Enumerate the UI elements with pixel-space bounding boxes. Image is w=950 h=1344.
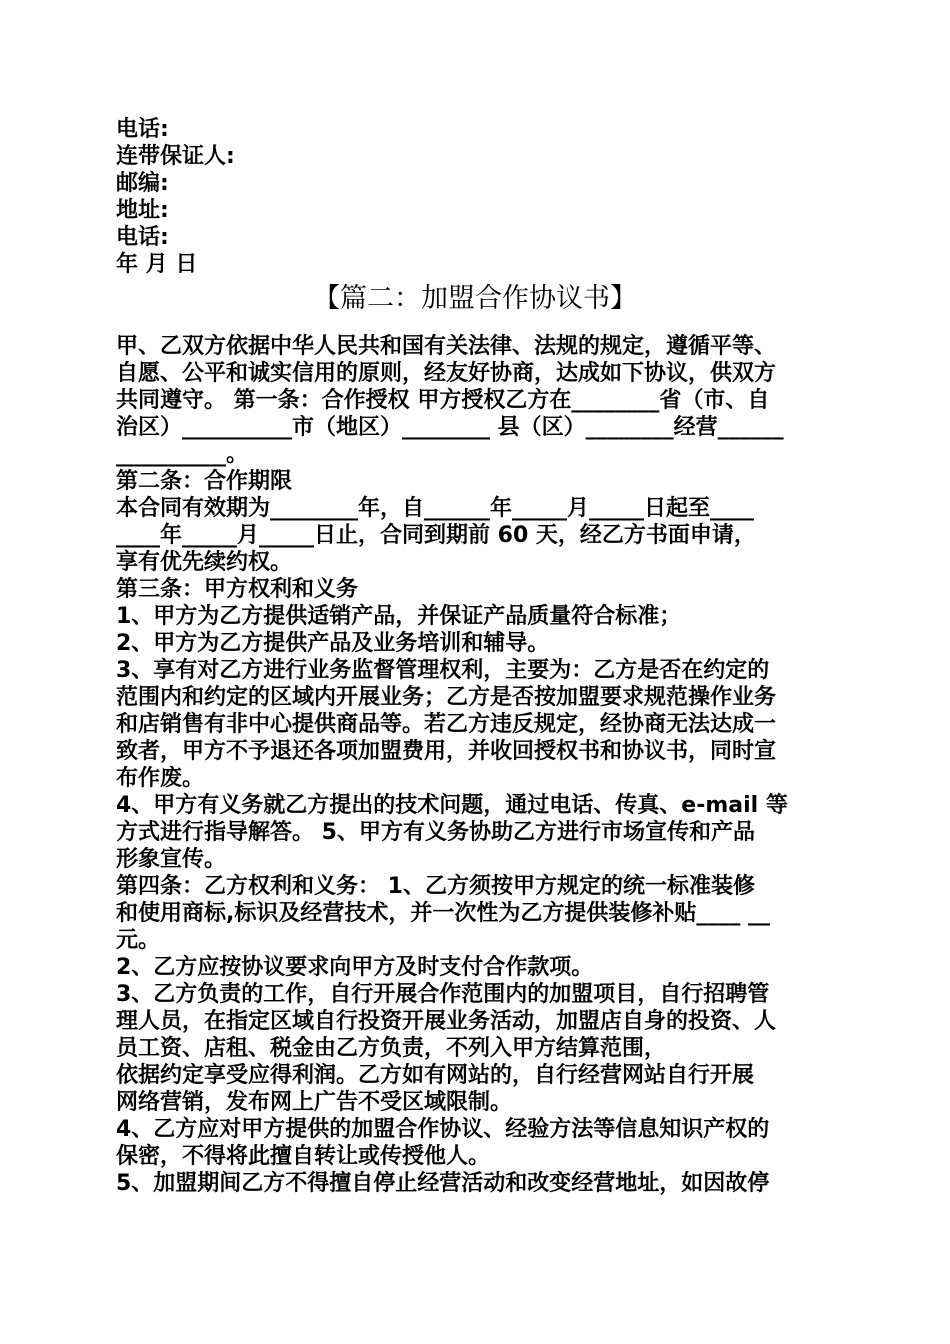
- body-line: 享有优先续约权。: [116, 550, 293, 575]
- body-line: 5、加盟期间乙方不得擅自停止经营活动和改变经营地址，如因故停: [116, 1171, 770, 1196]
- body-line: 治区）__________市（地区）________ 县（区）________经营______: [116, 415, 784, 440]
- body-line: 员工资、店租、税金由乙方负责，不列入甲方结算范围，: [116, 1036, 667, 1061]
- body-line: __________。: [116, 442, 249, 467]
- body-line: 和店销售有非中心提供商品等。若乙方违反规定，经协商无法达成一: [116, 712, 777, 737]
- body-line: 3、乙方负责的工作，自行开展合作范围内的加盟项目，自行招聘管: [116, 982, 770, 1007]
- body-line: ____年_____月_____日止，合同到期前 60 天，经乙方书面申请，: [116, 523, 756, 548]
- body-line: 致者，甲方不予退还各项加盟费用，并收回授权书和协议书，同时宣: [116, 739, 777, 764]
- body-line: 自愿、公平和诚实信用的原则，经友好协商，达成如下协议，供双方: [116, 361, 777, 386]
- body-line: 依据约定享受应得利润。乙方如有网站的，自行经营网站自行开展: [116, 1063, 755, 1088]
- body-line: 布作废。: [116, 766, 205, 791]
- body-line: 和使用商标,标识及经营技术，并一次性为乙方提供装修补贴____ __: [116, 901, 771, 926]
- body-line: 形象宣传。: [116, 847, 227, 872]
- body-line: 1、甲方为乙方提供适销产品，并保证产品质量符合标准；: [116, 604, 682, 629]
- contact-line-phone: 电话:: [116, 117, 169, 142]
- body-line: 范围内和约定的区域内开展业务；乙方是否按加盟要求规范操作业务: [116, 685, 777, 710]
- contact-line-postcode: 邮编:: [116, 171, 169, 196]
- body-line: 网络营销，发布网上广告不受区域限制。: [116, 1090, 513, 1115]
- body-line: 甲、乙双方依据中华人民共和国有关法律、法规的规定，遵循平等、: [116, 334, 777, 359]
- agreement-body: [116, 333, 832, 1197]
- body-line: 共同遵守。 第一条：合作授权 甲方授权乙方在________省（市、自: [116, 388, 770, 413]
- body-line: 4、乙方应对甲方提供的加盟合作协议、经验方法等信息知识产权的: [116, 1117, 770, 1142]
- article-heading-3: 第三条：甲方权利和义务: [116, 577, 359, 602]
- body-line: 4、甲方有义务就乙方提出的技术问题，通过电话、传真、e-mail 等: [116, 793, 788, 818]
- section-title: 【篇二：加盟合作协议书】: [313, 283, 637, 314]
- article-heading-2: 第二条：合作期限: [116, 469, 293, 494]
- body-line: 2、甲方为乙方提供产品及业务培训和辅导。: [116, 631, 550, 656]
- contact-line-address: 地址:: [116, 198, 169, 223]
- body-line: 理人员，在指定区域自行投资开展业务活动，加盟店自身的投资、人: [116, 1009, 777, 1034]
- body-line: 3、享有对乙方进行业务监督管理权利，主要为：乙方是否在约定的: [116, 658, 770, 683]
- body-line: 保密，不得将此擅自转让或传授他人。: [116, 1144, 491, 1169]
- body-line: 本合同有效期为________年，自______年_____月_____日起至____: [116, 496, 755, 521]
- contact-section: [116, 116, 832, 278]
- body-line: 2、乙方应按协议要求向甲方及时支付合作款项。: [116, 955, 594, 980]
- body-line: 元。: [116, 928, 161, 953]
- contact-line-guarantor: 连带保证人:: [116, 144, 235, 169]
- contact-line-date: 年 月 日: [116, 252, 198, 277]
- body-line: 方式进行指导解答。 5、甲方有义务协助乙方进行市场宣传和产品: [116, 820, 755, 845]
- contact-line-phone-2: 电话:: [116, 225, 169, 250]
- article-heading-4: 第四条：乙方权利和义务： 1、乙方须按甲方规定的统一标准装修: [116, 874, 755, 899]
